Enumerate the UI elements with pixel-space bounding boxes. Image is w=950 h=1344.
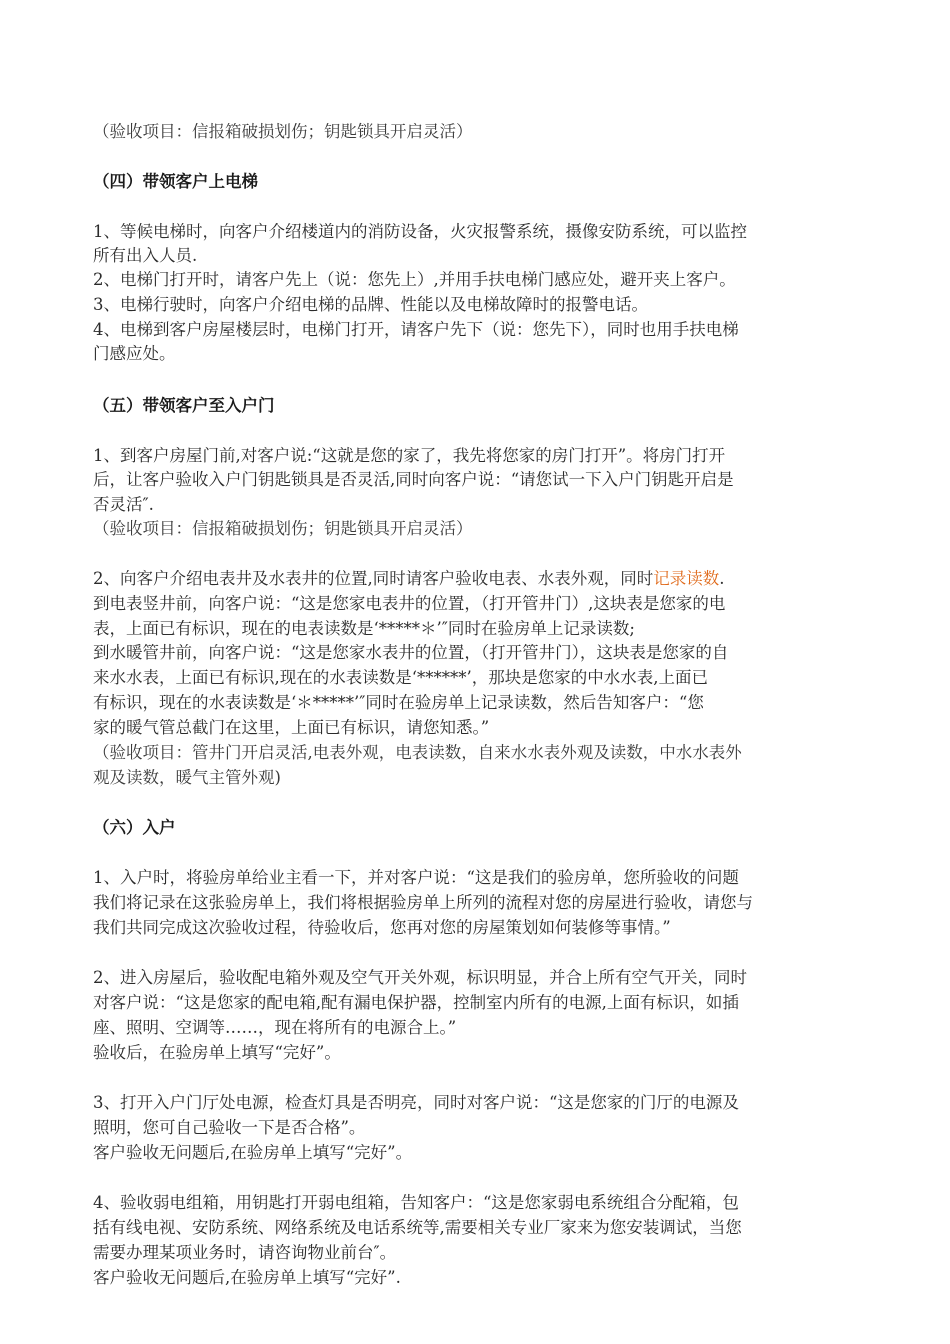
paragraph-line: 2、进入房屋后，验收配电箱外观及空气开关外观，标识明显，并合上所有空气开关，同时 (93, 968, 747, 987)
paragraph-line: 1、入户时，将验房单给业主看一下，并对客户说：“这是我们的验房单，您所验收的问题 (93, 868, 739, 887)
section-heading-4: （四）带领客户上电梯 (93, 172, 258, 191)
paragraph-line: 客户验收无问题后,在验房单上填写“完好”。 (93, 1143, 413, 1162)
acceptance-note: （验收项目：信报箱破损划伤；钥匙锁具开启灵活） (93, 122, 473, 141)
paragraph-line: 4、电梯到客户房屋楼层时，电梯门打开，请客户先下（说：您先下），同时也用手扶电梯 (93, 320, 739, 339)
paragraph-line: 需要办理某项业务时，请咨询物业前台″。 (93, 1243, 397, 1262)
paragraph-line (93, 567, 725, 591)
paragraph-line: 门感应处。 (93, 344, 176, 363)
section-heading-5: （五）带领客户至入户门 (93, 396, 275, 415)
line-text: 2、向客户介绍电表井及水表井的位置,同时请客户验收电表、水表外观，同时 (93, 569, 654, 588)
paragraph-line: 表，上面已有标识，现在的电表读数是‘*****＊’″同时在验房单上记录读数; (93, 619, 635, 638)
paragraph-line: 否灵活″. (93, 495, 154, 514)
section-heading-6: （六）入户 (93, 818, 176, 837)
paragraph-line: 座、照明、空调等……，现在将所有的电源合上。” (93, 1018, 457, 1037)
line-tail: . (719, 569, 725, 588)
paragraph-line: 1、到客户房屋门前,对客户说:“这就是您的家了，我先将您家的房门打开”。将房门打开 (93, 446, 726, 465)
paragraph-line: 2、电梯门打开时，请客户先上（说：您先上）,并用手扶电梯门感应处，避开夹上客户。 (93, 270, 736, 289)
paragraph-line: 有标识，现在的水表读数是‘＊*****’″同时在验房单上记录读数，然后告知客户：“您 (93, 693, 704, 712)
paragraph-line: 1、等候电梯时，向客户介绍楼道内的消防设备，火灾报警系统，摄像安防系统，可以监控 (93, 222, 747, 241)
paragraph-line: 4、验收弱电组箱，用钥匙打开弱电组箱，告知客户：“这是您家弱电系统组合分配箱，包 (93, 1193, 739, 1212)
paragraph-line: 家的暖气管总截门在这里，上面已有标识，请您知悉。” (93, 718, 490, 737)
paragraph-line: 验收后，在验房单上填写“完好”。 (93, 1043, 341, 1062)
paragraph-line: 对客户说：“这是您家的配电箱,配有漏电保护器，控制室内所有的电源,上面有标识，如插 (93, 993, 739, 1012)
paragraph-line: 所有出入人员. (93, 246, 198, 265)
paragraph-line: 到水暖管井前，向客户说：“这是您家水表井的位置，（打开管井门），这块表是您家的自 (93, 643, 729, 662)
acceptance-note: 观及读数，暖气主管外观) (93, 768, 281, 787)
paragraph-line: 来水水表，上面已有标识,现在的水表读数是‘******’，那块是您家的中水水表,上面已 (93, 668, 708, 687)
paragraph-line: 3、电梯行驶时，向客户介绍电梯的品牌、性能以及电梯故障时的报警电话。 (93, 295, 648, 314)
paragraph-line: 后，让客户验收入户门钥匙锁具是否灵活,同时向客户说：“请您试一下入户门钥匙开启是 (93, 470, 734, 489)
paragraph-line: 3、打开入户门厅处电源，检查灯具是否明亮，同时对客户说：“这是您家的门厅的电源及 (93, 1093, 739, 1112)
acceptance-note: （验收项目：管井门开启灵活,电表外观，电表读数，自来水水表外观及读数，中水水表外 (93, 743, 742, 762)
paragraph-line: 我们共同完成这次验收过程，待验收后，您再对您的房屋策划如何装修等事情。” (93, 918, 671, 937)
paragraph-line: 照明，您可自己验收一下是否合格”。 (93, 1118, 366, 1137)
acceptance-note: （验收项目：信报箱破损划伤；钥匙锁具开启灵活） (93, 519, 473, 538)
paragraph-line: 客户验收无问题后,在验房单上填写“完好”. (93, 1268, 401, 1287)
paragraph-line: 到电表竖井前，向客户说：“这是您家电表井的位置，（打开管井门）,这块表是您家的电 (93, 594, 726, 613)
paragraph-line: 我们将记录在这张验房单上，我们将根据验房单上所列的流程对您的房屋进行验收，请您与 (93, 893, 753, 912)
paragraph-line: 括有线电视、安防系统、网络系统及电话系统等,需要相关专业厂家来为您安装调试，当您 (93, 1218, 742, 1237)
highlighted-text: 记录读数 (653, 569, 720, 588)
